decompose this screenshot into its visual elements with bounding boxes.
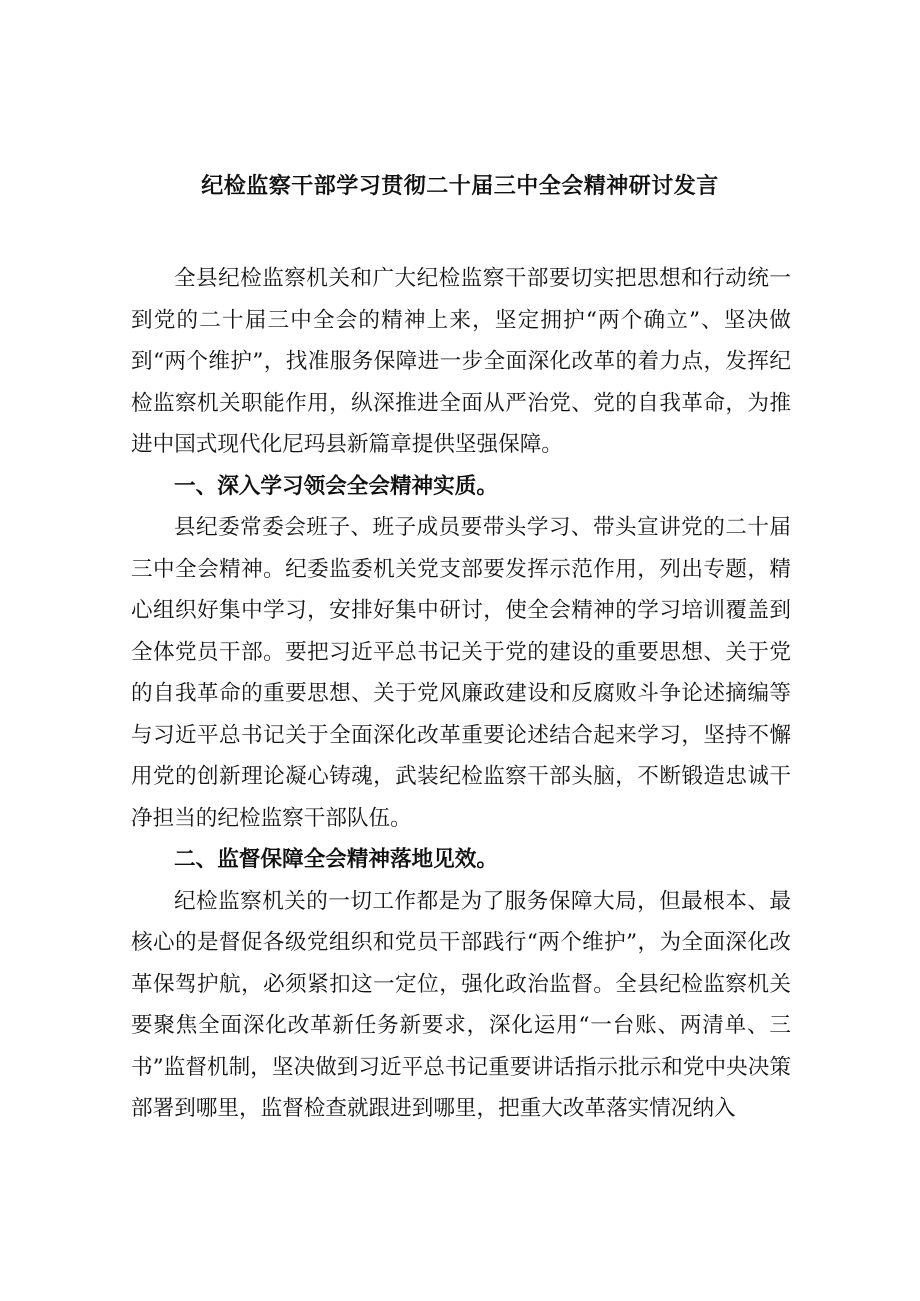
section-heading-1: 一、深入学习领会全会精神实质。	[174, 473, 498, 499]
section-heading-2: 二、监督保障全会精神落地见效。	[174, 847, 498, 872]
document-body	[131, 258, 791, 1130]
section-paragraph-2: 纪检监察机关的一切工作都是为了服务保障大局，但最根本、最核心的是督促各级党组织和党员干部践行“两个维护”，为全面深化改革保驾护航，必须紧扣这一定位，强化政治监督。全县纪检监察机关要聚焦全面深化改革新任务新要求，深化运用“一台账、两清单、三书”监督机制，坚决做到习近平总书记重要讲话指示批示和党中央决策部署到哪里，监督检查就跟进到哪里，把重大改革落实情况纳入	[131, 888, 791, 1121]
intro-paragraph: 全县纪检监察机关和广大纪检监察干部要切实把思想和行动统一到党的二十届三中全会的精神上来，坚定拥护“两个确立”、坚决做到“两个维护”，找准服务保障进一步全面深化改革的着力点，发挥纪检监察机关职能作用，纵深推进全面从严治党、党的自我革命，为推进中国式现代化尼玛县新篇章提供坚强保障。	[131, 266, 791, 457]
section-paragraph-1: 县纪委常委会班子、班子成员要带头学习、带头宣讲党的二十届三中全会精神。纪委监委机关党支部要发挥示范作用，列出专题，精心组织好集中学习，安排好集中研讨，使全会精神的学习培训覆盖到全体党员干部。要把习近平总书记关于党的建设的重要思想、关于党的自我革命的重要思想、关于党风廉政建设和反腐败斗争论述摘编等与习近平总书记关于全面深化改革重要论述结合起来学习，坚持不懈用党的创新理论凝心铸魂，武装纪检监察干部头脑，不断锻造忠诚干净担当的纪检监察干部队伍。	[131, 515, 791, 831]
document-title: 纪检监察干部学习贯彻二十届三中全会精神研讨发言	[201, 173, 719, 199]
